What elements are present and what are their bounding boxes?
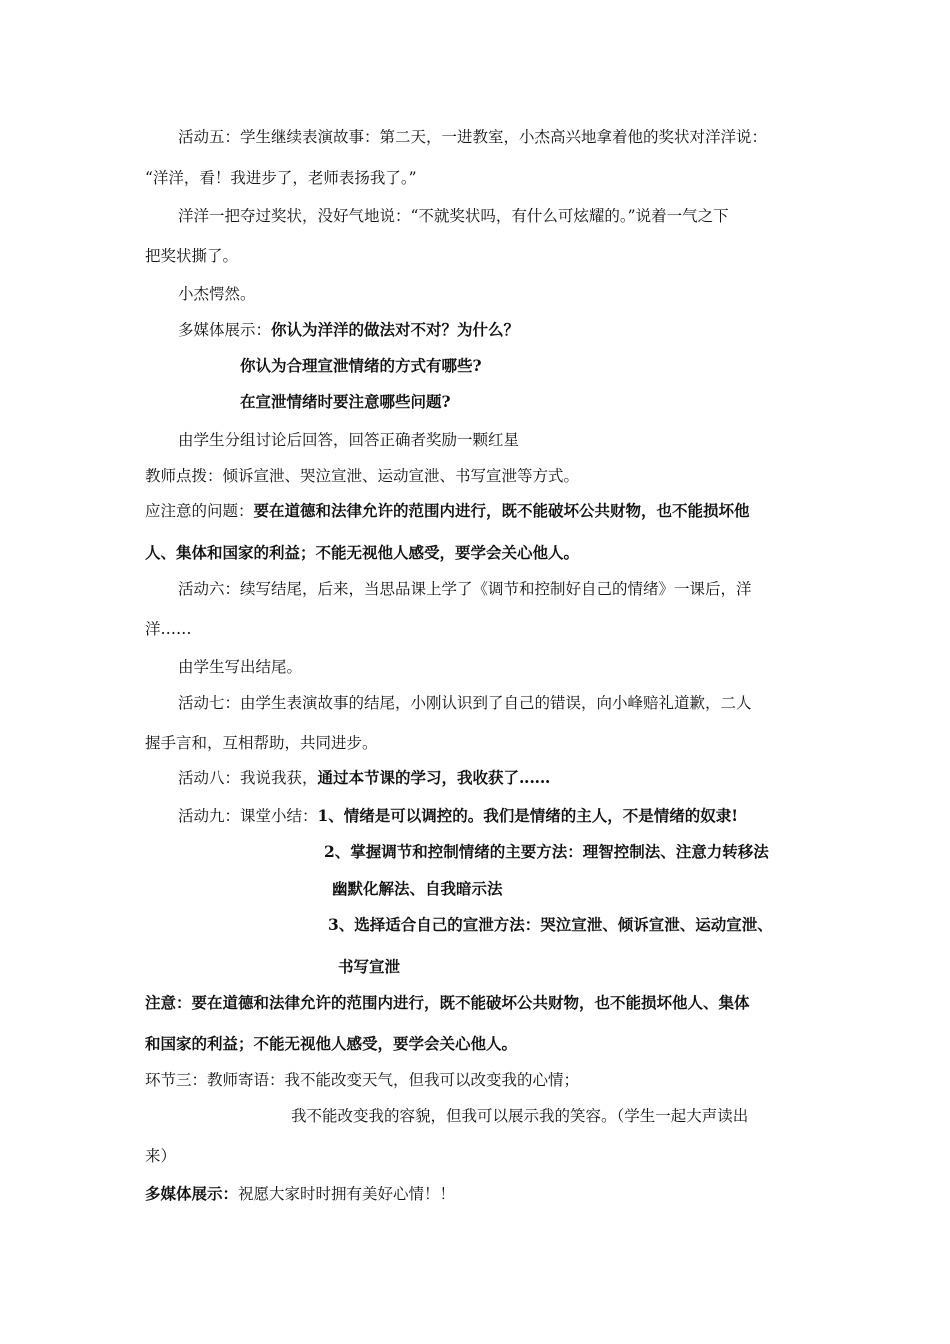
summary-point-2: 2、掌握调节和控制情绪的主要方法：理智控制法、注意力转移法 [324, 842, 769, 861]
multimedia-closing-label: 多媒体展示： [145, 1184, 239, 1203]
multimedia-question-1 [178, 320, 519, 340]
write-ending-line: 由学生写出结尾。 [178, 658, 303, 676]
attention-issues-line-2: 人、集体和国家的利益；不能无视他人感受，要学会关心他人。 [145, 543, 580, 562]
multimedia-question-3: 在宣泄情绪时要注意哪些问题? [240, 392, 451, 411]
multimedia-label: 多媒体展示： [178, 321, 272, 339]
activity-8-label: 活动八：我说我获， [178, 769, 318, 787]
activity-7-line-1: 活动七：由学生表演故事的结尾，小刚认识到了自己的错误，向小峰赔礼道歉，二人 [178, 694, 752, 712]
summary-point-3-cont: 书写宣泄 [338, 957, 401, 976]
attention-issues-text: 要在道德和法律允许的范围内进行，既不能破坏公共财物，也不能损坏他 [253, 501, 750, 520]
multimedia-question-2: 你认为合理宣泄情绪的方式有哪些? [240, 356, 482, 375]
xiaojie-line: 小杰愕然。 [178, 285, 256, 303]
activity-9-line [178, 806, 738, 826]
attention-issues-label: 应注意的问题： [145, 502, 254, 520]
summary-point-1: 1、情绪是可以调控的。我们是情绪的主人，不是情绪的奴隶! [317, 806, 739, 825]
activity-6-line-1: 活动六：续写结尾，后来，当思品课上学了《调节和控制好自己的情绪》一课后，洋 [178, 580, 752, 598]
yangyang-line-2: 把奖状撕了。 [145, 247, 239, 265]
activity-8-text: 通过本节课的学习，我收获了‥‥‥ [317, 768, 551, 787]
summary-point-2-cont: 幽默化解法、自我暗示法 [332, 879, 503, 898]
section-3-line-2: 我不能改变我的容貌，但我可以展示我的笑容。（学生一起大声读出 [291, 1107, 749, 1125]
activity-7-line-2: 握手言和，互相帮助，共同进步。 [145, 734, 378, 752]
activity-9-label: 活动九：课堂小结： [178, 807, 318, 825]
summary-point-3: 3、选择适合自己的宣泄方法：哭泣宣泄、倾诉宣泄、运动宣泄、 [328, 915, 773, 934]
yangyang-line-1: 洋洋一把夺过奖状，没好气地说：“不就奖状吗，有什么可炫耀的。”说着一气之下 [178, 207, 729, 225]
section-3-line-3: 来） [145, 1147, 177, 1165]
activity-8-line [178, 768, 550, 788]
question-1-text: 你认为洋洋的做法对不对？为什么？ [271, 320, 520, 339]
note-line-1: 注意：要在道德和法律允许的范围内进行，既不能破坏公共财物，也不能损坏他人、集体 [145, 993, 750, 1012]
activity-6-line-2: 洋…… [145, 620, 192, 638]
multimedia-closing-line [145, 1184, 455, 1204]
attention-issues-line-1 [145, 501, 750, 521]
activity-5-line-2: “洋洋，看！我进步了，老师表扬我了。” [145, 169, 417, 187]
note-line-2: 和国家的利益；不能无视他人感受，要学会关心他人。 [145, 1034, 518, 1053]
group-discussion-line: 由学生分组讨论后回答，回答正确者奖励一颗红星 [178, 431, 520, 449]
teacher-guidance-line: 教师点拨：倾诉宣泄、哭泣宣泄、运动宣泄、书写宣泄等方式。 [145, 467, 580, 485]
section-3-line-1: 环节三：教师寄语：我不能改变天气，但我可以改变我的心情； [145, 1071, 580, 1089]
closing-wish-text: 祝愿大家时时拥有美好心情！！ [238, 1185, 456, 1203]
activity-5-line-1: 活动五：学生继续表演故事：第二天，一进教室，小杰高兴地拿着他的奖状对洋洋说： [178, 128, 768, 146]
